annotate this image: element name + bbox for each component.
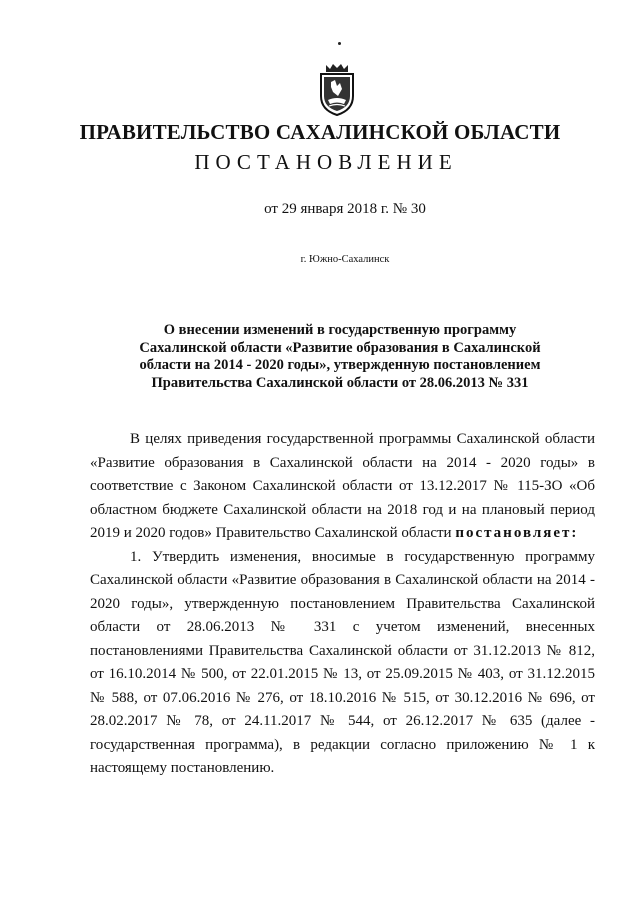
document-type: ПОСТАНОВЛЕНИЕ [194,150,458,174]
subject-line: Правительства Сахалинской области от 28.06.2013 № 331 [151,374,529,391]
preamble-text: В целях приведения государственной программы Сахалинской области «Развитие образования в Сахалинской области на 2014 - 2020 годы» в соответствие с Законом Сахалинской области от 13.12.2017 № 115-ЗО «Об областном бюджете Сахалинской области на 2018 год и на плановый период 2019 и 2020 годов» Правительство Сахалинской области [90,431,595,541]
resolves-word: постановляет: [455,525,579,541]
preamble-paragraph [90,428,595,546]
clause-1-paragraph: 1. Утвердить изменения, вносимые в государственную программу Сахалинской области «Развитие образования в Сахалинской области на 2014 - 2020 годы», утвержденную постановлением Правительства Сахалинской области от 28.06.2013 № 331 с учетом изменений, внесенных постановлениями Правительства Сахалинской области от 31.12.2013 № 812, от 16.10.2014 № 500, от 22.01.2015 № 13, от 25.09.2015 № 403, от 31.12.2015 № 588, от 07.06.2016 № 276, от 18.10.2016 № 515, от 30.12.2016 № 696, от 28.02.2017 № 78, от 24.11.2017 № 544, от 26.12.2017 № 635 (далее - государственная программа), в редакции согласно приложению № 1 к настоящему постановлению. [90,548,595,776]
subject-line: О внесении изменений в государственную программу [163,322,517,338]
government-title: ПРАВИТЕЛЬСТВО САХАЛИНСКОЙ ОБЛАСТИ [79,120,561,144]
date-number: от 29 января 2018 г. № 30 [264,201,426,217]
decree-body [90,428,595,781]
decree-subject [120,322,560,392]
scan-dot [338,42,341,45]
coat-of-arms-icon [318,62,356,116]
subject-line: Сахалинской области «Развитие образования в Сахалинской [139,339,541,356]
subject-line: области на 2014 - 2020 годы», утвержденную постановлением [139,357,541,373]
city: г. Южно-Сахалинск [300,254,390,265]
